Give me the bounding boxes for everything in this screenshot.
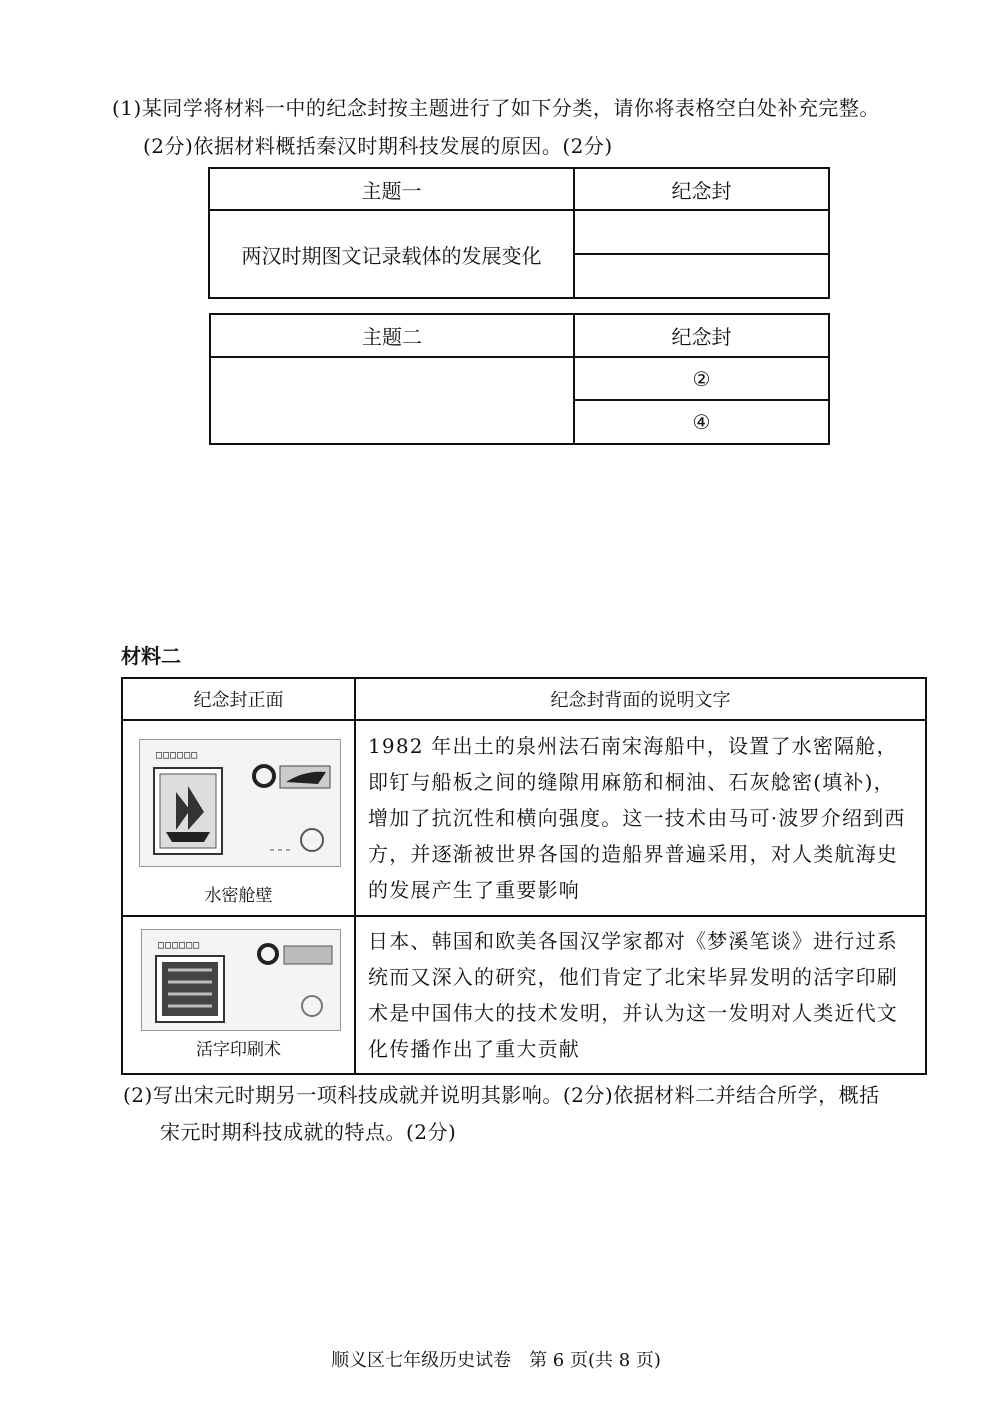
table1-cover-blank-1[interactable]	[574, 210, 829, 254]
page-footer: 顺义区七年级历史试卷 第 6 页(共 8 页)	[331, 1350, 661, 1371]
material-header-back: 纪念封背面的说明文字	[355, 678, 926, 720]
envelope-image-ship	[139, 739, 341, 867]
table2-header-theme: 主题二	[210, 314, 574, 357]
table1-header-theme: 主题一	[209, 168, 574, 210]
cover-front-watertight	[122, 720, 355, 916]
table1-theme-value: 两汉时期图文记录载体的发展变化	[209, 210, 574, 298]
table2-theme-blank[interactable]	[210, 357, 574, 444]
postal-code-boxes: □□□□□□	[156, 750, 199, 761]
question-2-line-2: 宋元时期科技成就的特点。(2分)	[160, 1120, 457, 1144]
material-2-title: 材料二	[121, 644, 181, 668]
table2-cover-2: ②	[574, 357, 829, 400]
envelope-image-printing	[141, 929, 341, 1031]
table2-header-cover: 纪念封	[574, 314, 829, 357]
ship-stamp-icon	[140, 740, 340, 866]
table2-cover-4: ④	[574, 400, 829, 444]
cover-front-movable-type	[122, 916, 355, 1074]
cover-desc-watertight: 1982 年出土的泉州法石南宋海船中，设置了水密隔舱，即钉与船板之间的缝隙用麻筋和桐油、石灰艌密(填补)，增加了抗沉性和横向强度。这一技术由马可·波罗介绍到西方，并逐渐被世界各国的造船界普遍采用，对人类航海史的发展产生了重要影响	[355, 720, 926, 916]
printing-stamp-icon	[142, 930, 340, 1030]
postal-code-boxes: □□□□□□	[158, 940, 201, 951]
cover-desc-movable-type: 日本、韩国和欧美各国汉学家都对《梦溪笔谈》进行过系统而又深入的研究，他们肯定了北宋毕昇发明的活字印刷术是中国伟大的技术发明，并认为这一发明对人类近代文化传播作出了重大贡献	[355, 916, 926, 1074]
question-1-line-1: (1)某同学将材料一中的纪念封按主题进行了如下分类，请你将表格空白处补充完整。	[112, 96, 880, 120]
theme-table-2	[209, 313, 830, 445]
question-2-line-1: (2)写出宋元时期另一项科技成就并说明其影响。(2分)依据材料二并结合所学，概括	[123, 1083, 880, 1107]
question-1-line-2: (2分)依据材料概括秦汉时期科技发展的原因。(2分)	[143, 134, 613, 158]
cover-caption-movable-type: 活字印刷术	[196, 1040, 281, 1060]
material-2-table	[121, 677, 927, 1075]
cover-caption-watertight: 水密舱壁	[204, 886, 273, 906]
table1-cover-blank-2[interactable]	[574, 254, 829, 298]
material-header-front: 纪念封正面	[122, 678, 355, 720]
table1-header-cover: 纪念封	[574, 168, 829, 210]
theme-table-1	[208, 167, 830, 299]
